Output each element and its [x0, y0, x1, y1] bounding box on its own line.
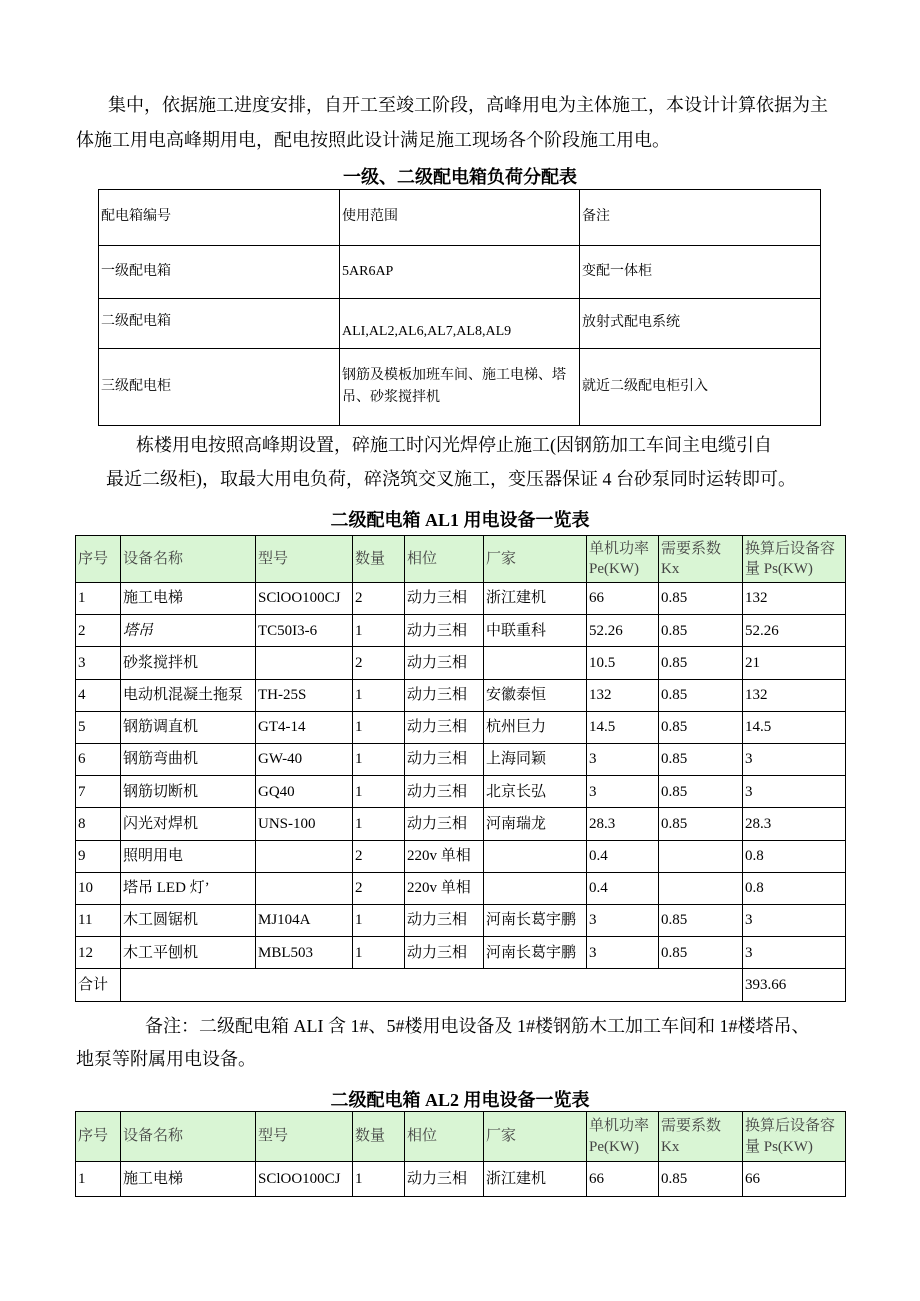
header-cell: 换算后设备容量 Ps(KW) [743, 1112, 846, 1162]
table-cell: 河南长葛宇鹏 [484, 904, 587, 936]
table-cell: 3 [587, 937, 659, 969]
table-cell: 0.85 [659, 615, 743, 647]
table-cell: 塔吊 LED 灯’ [121, 872, 256, 904]
table-cell [484, 840, 587, 872]
table-cell: TC50I3-6 [256, 615, 353, 647]
table-row [76, 1162, 846, 1197]
intro-line-1: 集中，依据施工进度安排，自开工至竣工阶段，高峰用电为主体施工，本设计计算依据为主 [108, 95, 828, 115]
table-cell: 2 [353, 583, 405, 615]
header-cell: 数量 [353, 1112, 405, 1162]
header-cell: 单机功率 Pe(KW) [587, 536, 659, 583]
table-cell: 0.85 [659, 776, 743, 808]
header-cell: 需要系数 Kx [659, 536, 743, 583]
table-cell: 0.85 [659, 679, 743, 711]
table-cell: 二级配电箱 [99, 299, 340, 349]
header-cell: 使用范围 [340, 190, 580, 246]
table-cell: SClOO100CJ [256, 583, 353, 615]
table-cell: 1 [353, 1162, 405, 1197]
table-cell: 3 [743, 937, 846, 969]
para2-line-2: 最近二级柜)，取最大用电负荷，碎浇筑交叉施工，变压器保证 4 台砂泵同时运转即可。 [106, 469, 796, 489]
table-cell: 3 [587, 904, 659, 936]
table-row [76, 743, 846, 775]
table-cell: 12 [76, 937, 121, 969]
table-cell: 浙江建机 [484, 1162, 587, 1197]
table-cell: 0.85 [659, 743, 743, 775]
table-row [76, 647, 846, 679]
table-cell: 一级配电箱 [99, 246, 340, 299]
table-cell: 上海同颖 [484, 743, 587, 775]
table-cell: 施工电梯 [121, 1162, 256, 1197]
table-cell: 0.4 [587, 872, 659, 904]
table-cell [659, 872, 743, 904]
table-header-row [99, 190, 821, 246]
table-cell: 北京长弘 [484, 776, 587, 808]
table-cell: 动力三相 [405, 904, 484, 936]
table-cell: 2 [76, 615, 121, 647]
table-cell: 1 [353, 937, 405, 969]
table-cell: 0.8 [743, 840, 846, 872]
table-cell: 河南瑞龙 [484, 808, 587, 840]
table-row [99, 349, 821, 426]
table-cell: 2 [353, 647, 405, 679]
header-cell: 型号 [256, 536, 353, 583]
table-cell: 132 [587, 679, 659, 711]
table-cell: 钢筋切断机 [121, 776, 256, 808]
load-distribution-table [98, 189, 821, 426]
header-cell: 相位 [405, 536, 484, 583]
table-cell: 9 [76, 840, 121, 872]
table-cell: 动力三相 [405, 647, 484, 679]
header-cell: 单机功率 Pe(KW) [587, 1112, 659, 1162]
table-cell: 0.8 [743, 872, 846, 904]
total-label: 合计 [76, 969, 121, 1002]
table-cell: 66 [743, 1162, 846, 1197]
table-cell: 闪光对焊机 [121, 808, 256, 840]
table-cell: 动力三相 [405, 615, 484, 647]
table-cell: 动力三相 [405, 937, 484, 969]
table-cell: 杭州巨力 [484, 711, 587, 743]
table-cell: 1 [353, 808, 405, 840]
table-cell: 66 [587, 583, 659, 615]
table-cell: UNS-100 [256, 808, 353, 840]
al1-equipment-table [75, 535, 846, 1002]
table-cell: 变配一体柜 [580, 246, 821, 299]
header-cell: 厂家 [484, 1112, 587, 1162]
table-cell: 动力三相 [405, 1162, 484, 1197]
table-cell: 220v 单相 [405, 840, 484, 872]
table-cell: 21 [743, 647, 846, 679]
intro-line-2: 体施工用电高峰期用电，配电按照此设计满足施工现场各个阶段施工用电。 [76, 130, 670, 150]
table-cell [256, 872, 353, 904]
table-row [76, 615, 846, 647]
table-row [76, 937, 846, 969]
table-cell: 7 [76, 776, 121, 808]
total-value: 393.66 [743, 969, 846, 1002]
table-cell: 220v 单相 [405, 872, 484, 904]
header-cell: 备注 [580, 190, 821, 246]
table-cell: 52.26 [587, 615, 659, 647]
table-cell: 0.85 [659, 711, 743, 743]
table-cell: 木工平刨机 [121, 937, 256, 969]
table-cell: GT4-14 [256, 711, 353, 743]
table-cell: 52.26 [743, 615, 846, 647]
table-cell: 3 [743, 904, 846, 936]
table-cell: 14.5 [743, 711, 846, 743]
table-cell: 1 [353, 615, 405, 647]
table-cell [256, 647, 353, 679]
table-cell: 0.85 [659, 937, 743, 969]
table-cell: 放射式配电系统 [580, 299, 821, 349]
table-cell: 5AR6AP [340, 246, 580, 299]
table-cell: 5 [76, 711, 121, 743]
table-cell: 电动机混凝土拖泵 [121, 679, 256, 711]
table-cell: 中联重科 [484, 615, 587, 647]
table-cell: GW-40 [256, 743, 353, 775]
table-cell: 木工圆锯机 [121, 904, 256, 936]
table-cell: SClOO100CJ [256, 1162, 353, 1197]
table-cell: 三级配电柜 [99, 349, 340, 426]
table-cell: 10.5 [587, 647, 659, 679]
table-cell: 28.3 [587, 808, 659, 840]
table-cell: 动力三相 [405, 808, 484, 840]
table-cell: 施工电梯 [121, 583, 256, 615]
table-cell: 11 [76, 904, 121, 936]
al2-equipment-table [75, 1111, 846, 1197]
table-cell: 1 [353, 776, 405, 808]
table-row [76, 808, 846, 840]
table-cell: 动力三相 [405, 679, 484, 711]
header-cell: 相位 [405, 1112, 484, 1162]
header-cell: 设备名称 [121, 536, 256, 583]
table-cell: 就近二级配电柜引入 [580, 349, 821, 426]
table-cell: 照明用电 [121, 840, 256, 872]
table-cell: 1 [353, 904, 405, 936]
table-cell: 1 [353, 679, 405, 711]
para2-line-1: 栋楼用电按照高峰期设置，碎施工时闪光焊停止施工(因钢筋加工车间主电缆引自 [136, 435, 772, 455]
table-cell: 3 [587, 776, 659, 808]
table-cell: 1 [353, 743, 405, 775]
header-cell: 需要系数 Kx [659, 1112, 743, 1162]
table-cell: 3 [76, 647, 121, 679]
table2-title: 二级配电箱 AL1 用电设备一览表 [330, 510, 590, 530]
header-cell: 序号 [76, 1112, 121, 1162]
table-cell: 动力三相 [405, 743, 484, 775]
table-cell: 1 [76, 583, 121, 615]
table-cell [659, 840, 743, 872]
table3-title: 二级配电箱 AL2 用电设备一览表 [330, 1090, 590, 1110]
table-cell: 安徽泰恒 [484, 679, 587, 711]
table-cell: 132 [743, 583, 846, 615]
table-cell: 动力三相 [405, 776, 484, 808]
table-cell: 0.85 [659, 904, 743, 936]
table-cell: 1 [353, 711, 405, 743]
table-cell: 3 [587, 743, 659, 775]
header-cell: 设备名称 [121, 1112, 256, 1162]
table-cell: TH-25S [256, 679, 353, 711]
table-header-row [76, 536, 846, 583]
table-cell: 3 [743, 743, 846, 775]
header-cell: 换算后设备容量 Ps(KW) [743, 536, 846, 583]
table-cell: 1 [76, 1162, 121, 1197]
table-cell: 66 [587, 1162, 659, 1197]
table-cell: 砂浆搅拌机 [121, 647, 256, 679]
header-cell: 配电箱编号 [99, 190, 340, 246]
table-cell: 2 [353, 840, 405, 872]
table-cell: 132 [743, 679, 846, 711]
table-cell: 14.5 [587, 711, 659, 743]
table-row [99, 299, 821, 349]
table-cell: ALI,AL2,AL6,AL7,AL8,AL9 [340, 299, 580, 349]
table1-title: 一级、二级配电箱负荷分配表 [343, 167, 577, 187]
table-cell: 浙江建机 [484, 583, 587, 615]
total-empty [121, 969, 743, 1002]
table-row [76, 583, 846, 615]
table-cell: 10 [76, 872, 121, 904]
table-cell: 0.4 [587, 840, 659, 872]
table-cell: 0.85 [659, 583, 743, 615]
header-cell: 数量 [353, 536, 405, 583]
table-cell: 28.3 [743, 808, 846, 840]
header-cell: 序号 [76, 536, 121, 583]
table-cell: 0.85 [659, 808, 743, 840]
table-cell: 4 [76, 679, 121, 711]
note-line-1: 备注：二级配电箱 ALI 含 1#、5#楼用电设备及 1#楼钢筋木工加工车间和 1#楼塔吊、 [145, 1016, 810, 1036]
table-header-row [76, 1112, 846, 1162]
table-cell: GQ40 [256, 776, 353, 808]
table-row [76, 840, 846, 872]
table-row [76, 711, 846, 743]
table-row [76, 776, 846, 808]
table-cell: MBL503 [256, 937, 353, 969]
table-cell: 0.85 [659, 647, 743, 679]
table-cell: 3 [743, 776, 846, 808]
table-cell: 钢筋及模板加班车间、施工电梯、塔吊、砂浆搅拌机 [340, 349, 580, 426]
table-cell: MJ104A [256, 904, 353, 936]
table-row [99, 246, 821, 299]
table-cell [484, 872, 587, 904]
table-cell: 2 [353, 872, 405, 904]
table-cell: 河南长葛宇鹏 [484, 937, 587, 969]
table-cell: 0.85 [659, 1162, 743, 1197]
table-cell: 6 [76, 743, 121, 775]
table-cell: 钢筋调直机 [121, 711, 256, 743]
table-row [76, 904, 846, 936]
table-cell [484, 647, 587, 679]
note-line-2: 地泵等附属用电设备。 [76, 1049, 256, 1069]
table-cell: 动力三相 [405, 583, 484, 615]
table-row [76, 872, 846, 904]
table-row [76, 679, 846, 711]
header-cell: 厂家 [484, 536, 587, 583]
table-cell: 动力三相 [405, 711, 484, 743]
table-cell: 8 [76, 808, 121, 840]
table-cell: 钢筋弯曲机 [121, 743, 256, 775]
table-cell: 塔吊 [121, 615, 256, 647]
table-cell [256, 840, 353, 872]
header-cell: 型号 [256, 1112, 353, 1162]
total-row [76, 969, 846, 1002]
